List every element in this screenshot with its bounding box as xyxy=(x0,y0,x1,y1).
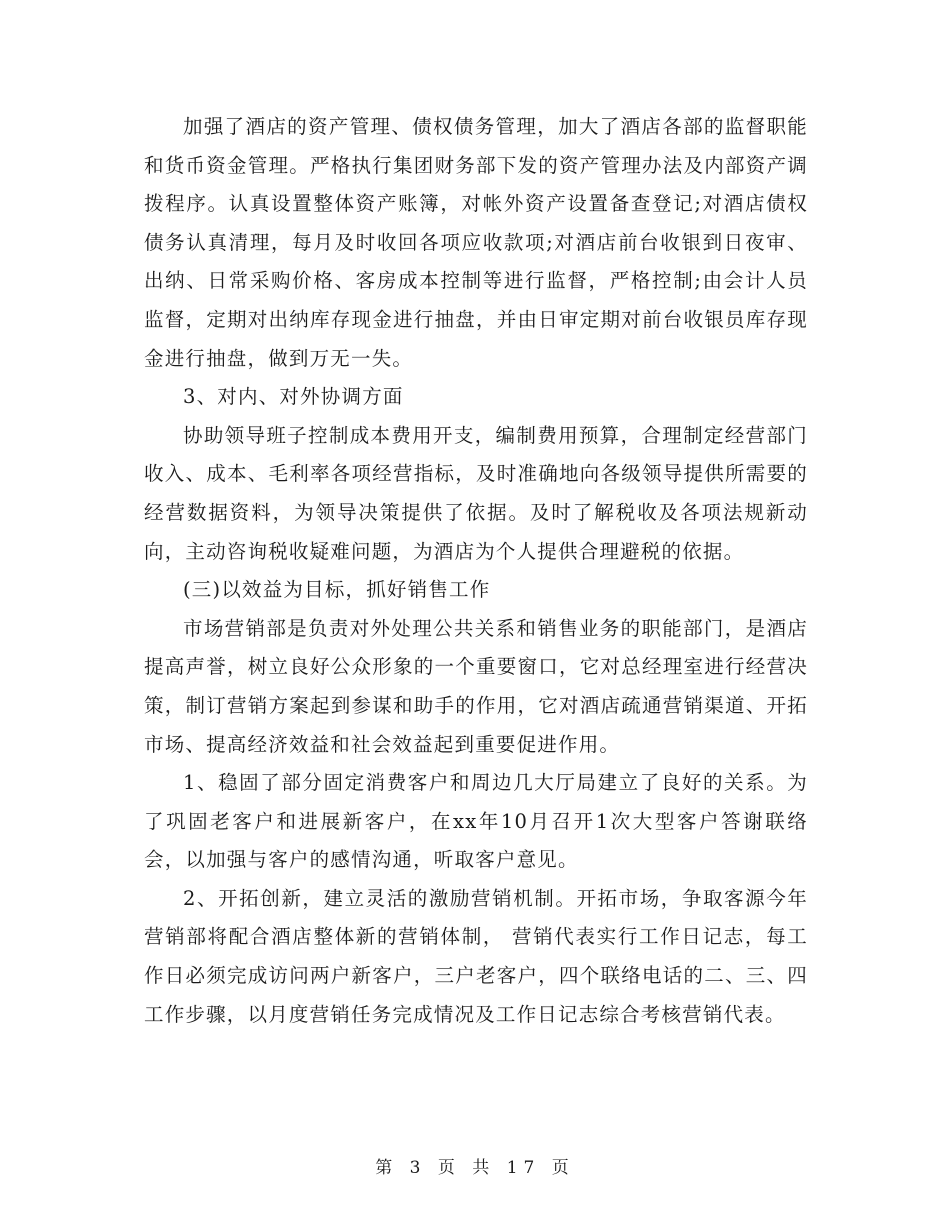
section-heading-sales: (三)以效益为目标，抓好销售工作 xyxy=(183,578,491,602)
document-body xyxy=(144,108,808,1034)
paragraph-asset-management: 加强了酒店的资产管理、债权债务管理，加大了酒店各部的监督职能和货币资金管理。严格执行集团财务部下发的资产管理办法及内部资产调拨程序。认真设置整体资产账簿，对帐外资产设置备查登记;对酒店债权债务认真清理，每月及时收回各项应收款项;对酒店前台收银到日夜审、出纳、日常采购价格、客房成本控制等进行监督，严格控制;由会计人员监督，定期对出纳库存现金进行抽盘，并由日审定期对前台收银员库存现金进行抽盘，做到万无一失。 xyxy=(144,115,808,370)
section-heading-coordination: 3、对内、对外协调方面 xyxy=(183,385,404,409)
paragraph-incentive-mechanism: 2、开拓创新，建立灵活的激励营销机制。开拓市场，争取客源今年营销部将配合酒店整体新的营销体制， 营销代表实行工作日记志，每工作日必须完成访问两户新客户，三户老客户，四个联络电话的二、三、四工作步骤，以月度营销任务完成情况及工作日记志综合考核营销代表。 xyxy=(144,886,808,1026)
page-number-footer: 第 3 页 共 17 页 xyxy=(375,1158,575,1178)
paragraph-coordination: 协助领导班子控制成本费用开支，编制费用预算，合理制定经营部门收入、成本、毛利率各项经营指标，及时准确地向各级领导提供所需要的经营数据资料，为领导决策提供了依据。及时了解税收及各项法规新动向，主动咨询税收疑难问题，为酒店为个人提供合理避税的依据。 xyxy=(144,423,808,563)
paragraph-customer-relations: 1、稳固了部分固定消费客户和周边几大厅局建立了良好的关系。为了巩固老客户和进展新客户，在xx年10月召开1次大型客户答谢联络会，以加强与客户的感情沟通，听取客户意见。 xyxy=(144,771,808,872)
paragraph-marketing-department: 市场营销部是负责对外处理公共关系和销售业务的职能部门，是酒店提高声誉，树立良好公众形象的一个重要窗口，它对总经理室进行经营决策，制订营销方案起到参谋和助手的作用，它对酒店疏通营销渠道、开拓市场、提高经济效益和社会效益起到重要促进作用。 xyxy=(144,616,808,756)
